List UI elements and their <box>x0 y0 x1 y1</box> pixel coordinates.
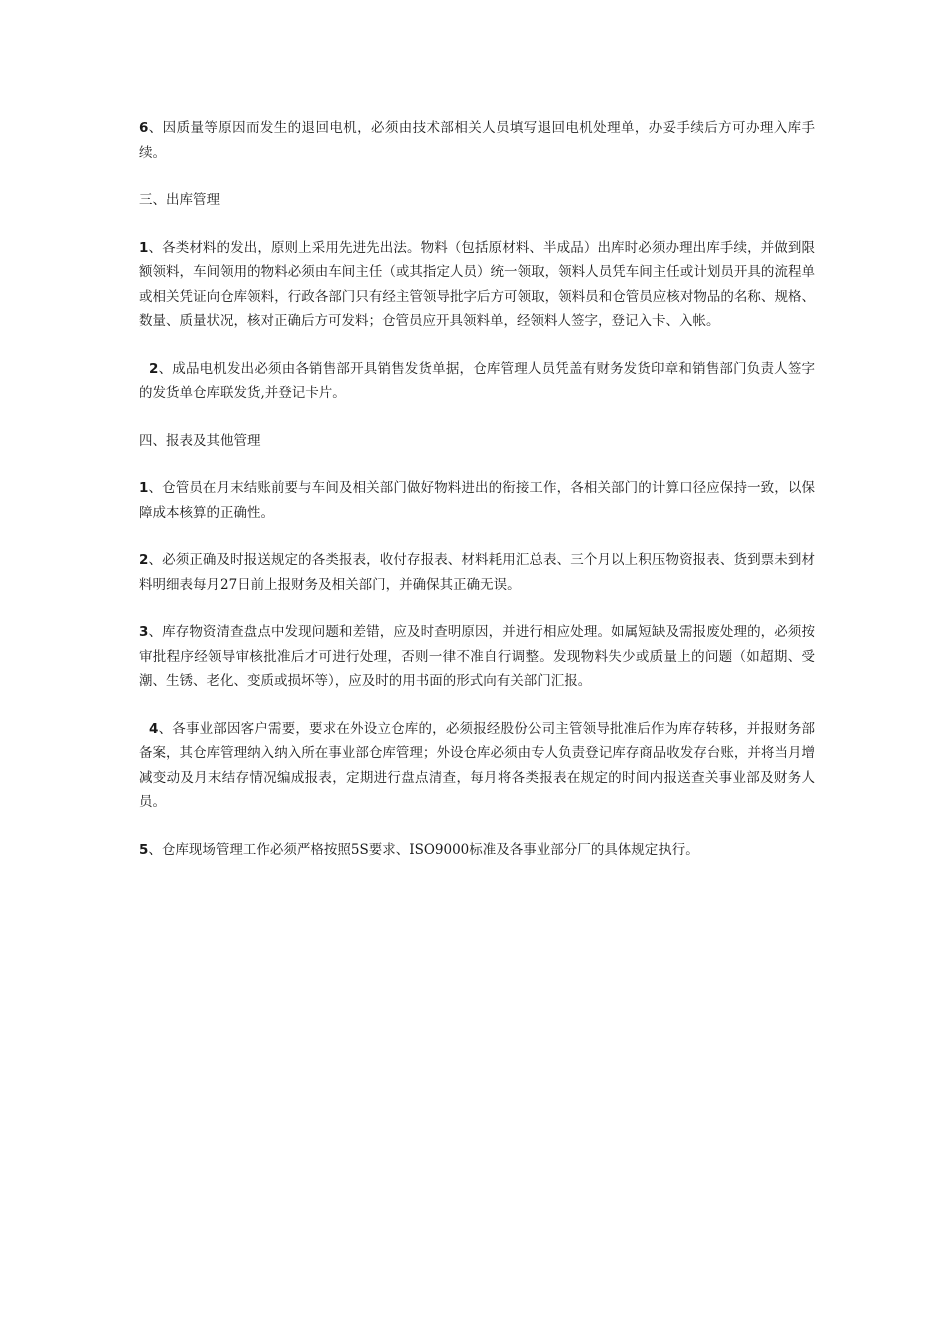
paragraph-text: 、各类材料的发出，原则上采用先进先出法。物料（包括原材料、半成品）出库时必须办理出库手续，并做到限额领料，车间领用的物料必须由车间主任（或其指定人员）统一领取，领料人员凭车间主任或计划员开具的流程单或相关凭证向仓库领料，行政各部门只有经主管领导批字后方可领取，领料员和仓管员应核对物品的名称、规格、数量、质量状况，核对正确后方可发料；仓管员应开具领料单，经领料人签字，登记入卡、入帐。 <box>139 239 815 329</box>
paragraph-6-returned-motors <box>139 116 815 165</box>
paragraph-1-month-end <box>139 476 815 525</box>
paragraph-2-report-submission <box>139 548 815 597</box>
paragraph-text: 、成品电机发出必须由各销售部开具销售发货单据，仓库管理人员凭盖有财务发货印章和销售部门负责人签字的发货单仓库联发货,并登记卡片。 <box>139 360 815 401</box>
paragraph-5-site-management <box>139 838 815 863</box>
item-number: 2 <box>149 360 159 377</box>
paragraph-text: 、各事业部因客户需要，要求在外设立仓库的，必须报经股份公司主管领导批准后作为库存转移，并报财务部备案，其仓库管理纳入纳入所在事业部仓库管理；外设仓库必须由专人负责登记库存商品收发存台账，并将当月增减变动及月末结存情况编成报表，定期进行盘点清查，每月将各类报表在规定的时间内报送查关事业部及财务人员。 <box>139 720 815 810</box>
paragraph-text: 、仓管员在月末结账前要与车间及相关部门做好物料进出的衔接工作，各相关部门的计算口径应保持一致，以保障成本核算的正确性。 <box>139 480 815 521</box>
paragraph-text: 、仓库现场管理工作必须严格按照5S要求、ISO9000标准及各事业部分厂的具体规定执行。 <box>148 841 699 858</box>
paragraph-text: 、必须正确及时报送规定的各类报表，收付存报表、材料耗用汇总表、三个月以上积压物资报表、货到票未到材料明细表每月27日前上报财务及相关部门，并确保其正确无误。 <box>139 552 815 593</box>
item-number: 1 <box>139 239 149 256</box>
section-heading-outbound: 三、出库管理 <box>139 192 220 208</box>
item-number: 3 <box>139 624 149 640</box>
item-number: 6 <box>139 120 149 136</box>
paragraph-text: 、库存物资清查盘点中发现问题和差错，应及时查明原因，并进行相应处理。如属短缺及需报废处理的，必须按审批程序经领导审核批准后才可进行处理，否则一律不准自行调整。发现物料失少或质量上的问题（如超期、受潮、生锈、老化、变质或损坏等），应及时的用书面的形式向有关部门汇报。 <box>139 624 815 689</box>
item-number: 2 <box>139 552 149 568</box>
document-body <box>139 116 815 885</box>
item-number: 4 <box>149 720 159 737</box>
item-number: 5 <box>139 841 149 858</box>
paragraph-4-external-warehouse <box>139 717 815 815</box>
paragraph-text: 、因质量等原因而发生的退回电机，必须由技术部相关人员填写退回电机处理单，办妥手续后方可办理入库手续。 <box>139 120 815 161</box>
paragraph-2-finished-motors <box>139 357 815 406</box>
section-heading-reports: 四、报表及其他管理 <box>139 432 261 449</box>
paragraph-1-material-issue <box>139 236 815 334</box>
item-number: 1 <box>139 480 149 496</box>
paragraph-3-inventory-check <box>139 620 815 694</box>
